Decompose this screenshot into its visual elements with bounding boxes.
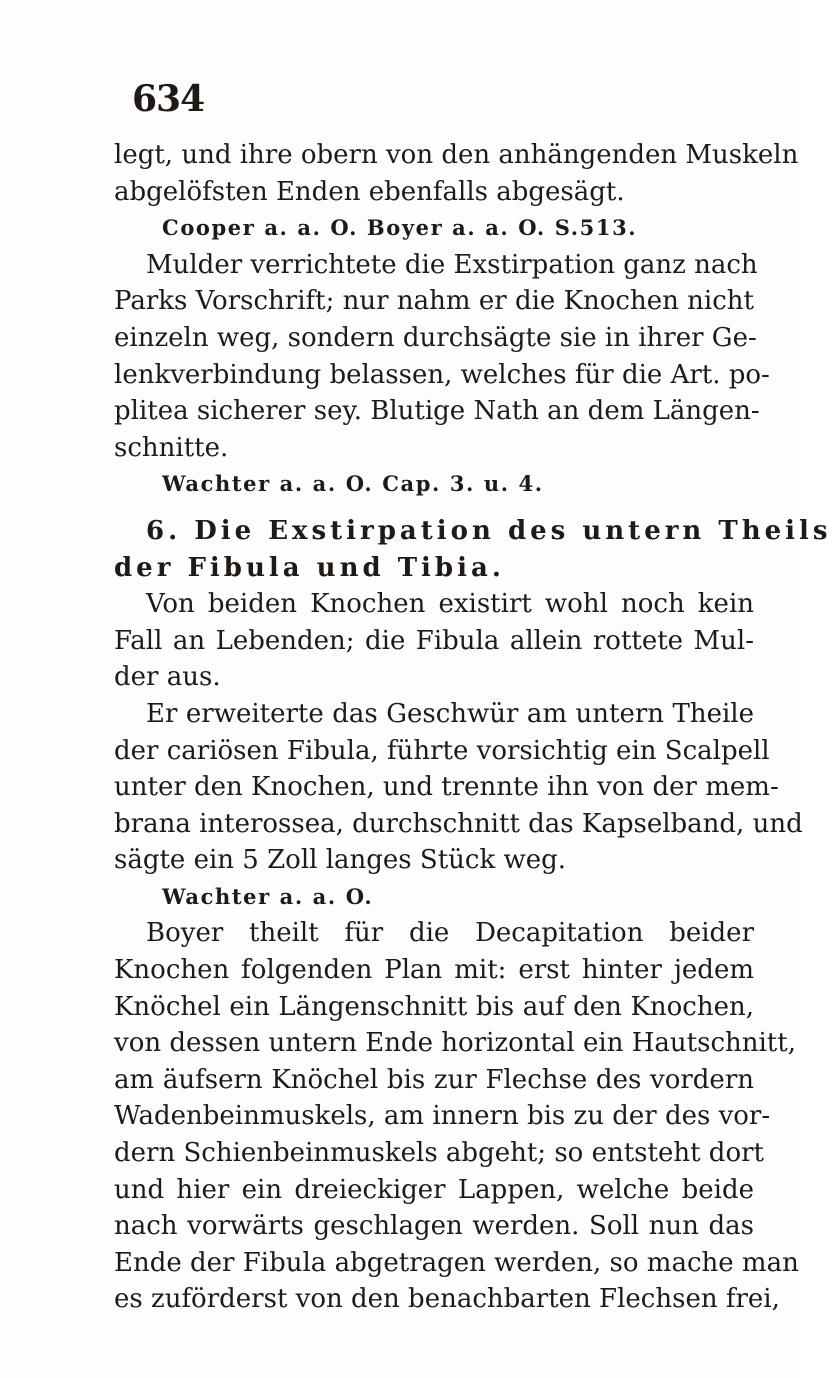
section-heading-continued: der Fibula und Tibia. — [114, 552, 505, 583]
reference-line: Wachter a. a. O. — [162, 883, 374, 909]
text-line: plitea sicherer sey. Blutige Nath an dem Längen- — [114, 396, 760, 427]
text-line: Er erweiterte das Geschwür am untern Theile — [146, 698, 754, 729]
text-line: Fall an Lebenden; die Fibula allein rottete Mul- — [114, 625, 754, 656]
section-heading: 6. Die Exstirpation des untern Theils — [146, 515, 832, 546]
text-line: einzeln weg, sondern durchsägte sie in ihrer Ge- — [114, 322, 757, 353]
reference-line: Cooper a. a. O. Boyer a. a. O. S.513. — [162, 215, 638, 241]
text-line: Knochen folgenden Plan mit: erst hinter jedem — [114, 955, 754, 986]
text-line: am äufsern Knöchel bis zur Flechse des vordern — [114, 1064, 754, 1095]
text-line: schnitte. — [114, 432, 229, 463]
text-line: und hier ein dreieckiger Lappen, welche beide — [114, 1174, 754, 1205]
text-line: dern Schienbeinmuskels abgeht; so entsteht dort — [114, 1138, 764, 1169]
text-line: Wadenbeinmuskels, am innern bis zu der des vor- — [114, 1101, 771, 1132]
text-line: der aus. — [114, 662, 221, 693]
text-line: lenkverbindung belassen, welches für die Art. po- — [114, 359, 770, 390]
text-line: legt, und ihre obern von den anhängenden Muskeln — [114, 140, 799, 170]
text-line: unter den Knochen, und trennte ihn von der mem- — [114, 772, 779, 803]
text-line: Mulder verrichtete die Exstirpation ganz nach — [146, 249, 758, 280]
text-line: von dessen untern Ende horizontal ein Hautschnitt, — [114, 1028, 796, 1059]
text-line: Knöchel ein Längenschnitt bis auf den Knochen, — [114, 991, 754, 1022]
text-line: es zuförderst von den benachbarten Flechsen frei, — [114, 1284, 780, 1315]
text-line: Boyer theilt für die Decapitation beider — [146, 918, 754, 949]
text-line: Parks Vorschrift; nur nahm er die Knochen nicht — [114, 286, 754, 317]
text-line: Von beiden Knochen existirt wohl noch kein — [146, 589, 754, 620]
text-line: brana interossea, durchschnitt das Kapselband, und — [114, 808, 803, 839]
reference-line: Wachter a. a. O. Cap. 3. u. 4. — [162, 471, 544, 497]
text-line: der cariösen Fibula, führte vorsichtig ein Scalpell — [114, 735, 770, 766]
text-line: Ende der Fibula abgetragen werden, so mache man — [114, 1247, 799, 1278]
text-line: nach vorwärts geschlagen werden. Soll nun das — [114, 1211, 754, 1242]
page-text — [114, 137, 832, 1318]
page-number: 634 — [132, 78, 205, 120]
text-line: sägte ein 5 Zoll langes Stück weg. — [114, 845, 567, 876]
text-line: abgelöfsten Enden ebenfalls abgesägt. — [114, 176, 625, 207]
